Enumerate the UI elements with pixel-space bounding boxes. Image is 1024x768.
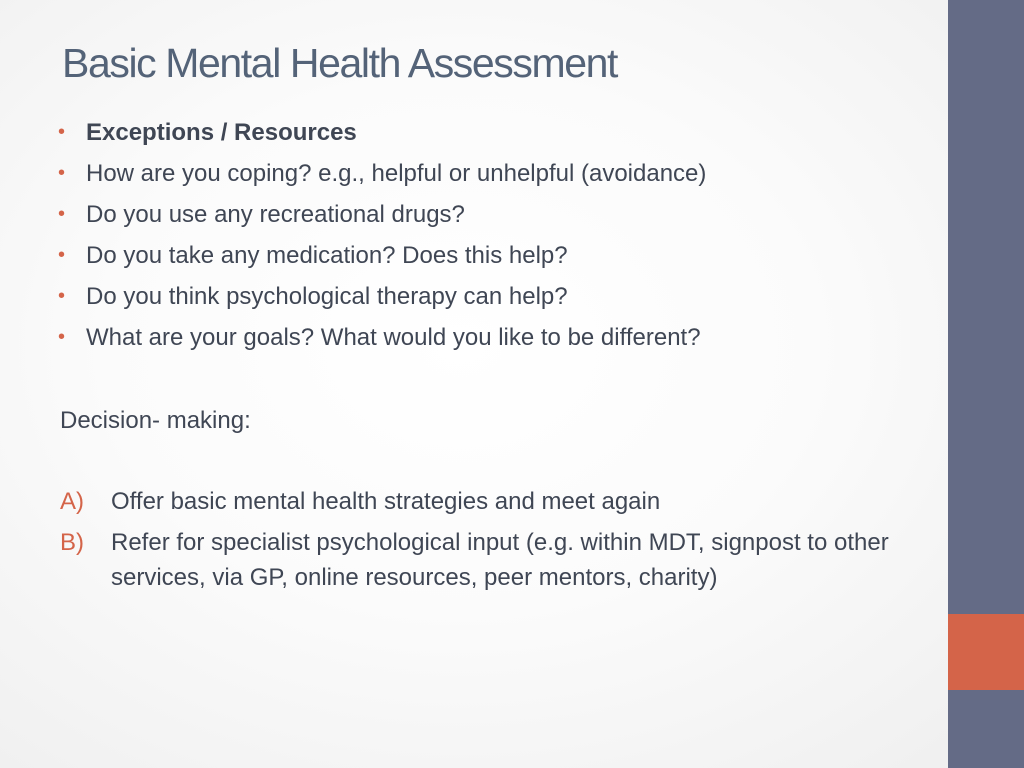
bullet-item <box>58 196 706 237</box>
option-text: Offer basic mental health strategies and meet again <box>111 488 661 515</box>
decision-making-label: Decision- making: <box>60 407 251 434</box>
option-item-a <box>60 484 920 519</box>
bullet-text: What are your goals? What would you like to be different? <box>86 324 701 351</box>
bullet-item <box>58 114 706 155</box>
bullet-dot-icon: • <box>58 326 66 348</box>
option-item-b <box>60 525 920 595</box>
bullet-dot-icon: • <box>58 203 66 225</box>
decorative-side-bar <box>948 0 1024 768</box>
bullet-dot-icon: • <box>58 121 66 143</box>
option-marker: B) <box>60 529 84 556</box>
bullet-text: How are you coping? e.g., helpful or unhelpful (avoidance) <box>86 160 707 187</box>
bullet-item <box>58 278 706 319</box>
bullet-item <box>58 237 706 278</box>
slide-title: Basic Mental Health Assessment <box>62 40 618 86</box>
bullet-list <box>58 114 706 360</box>
bullet-text: Do you think psychological therapy can help? <box>86 283 568 310</box>
bullet-text: Do you use any recreational drugs? <box>86 201 465 228</box>
option-list <box>60 484 920 601</box>
option-text: Refer for specialist psychological input (e.g. within MDT, signpost to other services, via GP, online resources, peer mentors, charity) <box>111 529 889 591</box>
bullet-dot-icon: • <box>58 162 66 184</box>
bullet-dot-icon: • <box>58 244 66 266</box>
bullet-text: Exceptions / Resources <box>86 119 357 146</box>
bullet-dot-icon: • <box>58 285 66 307</box>
bullet-item <box>58 319 706 360</box>
decorative-accent-block <box>948 614 1024 690</box>
option-marker: A) <box>60 488 84 515</box>
bullet-item <box>58 155 706 196</box>
bullet-text: Do you take any medication? Does this help? <box>86 242 568 269</box>
